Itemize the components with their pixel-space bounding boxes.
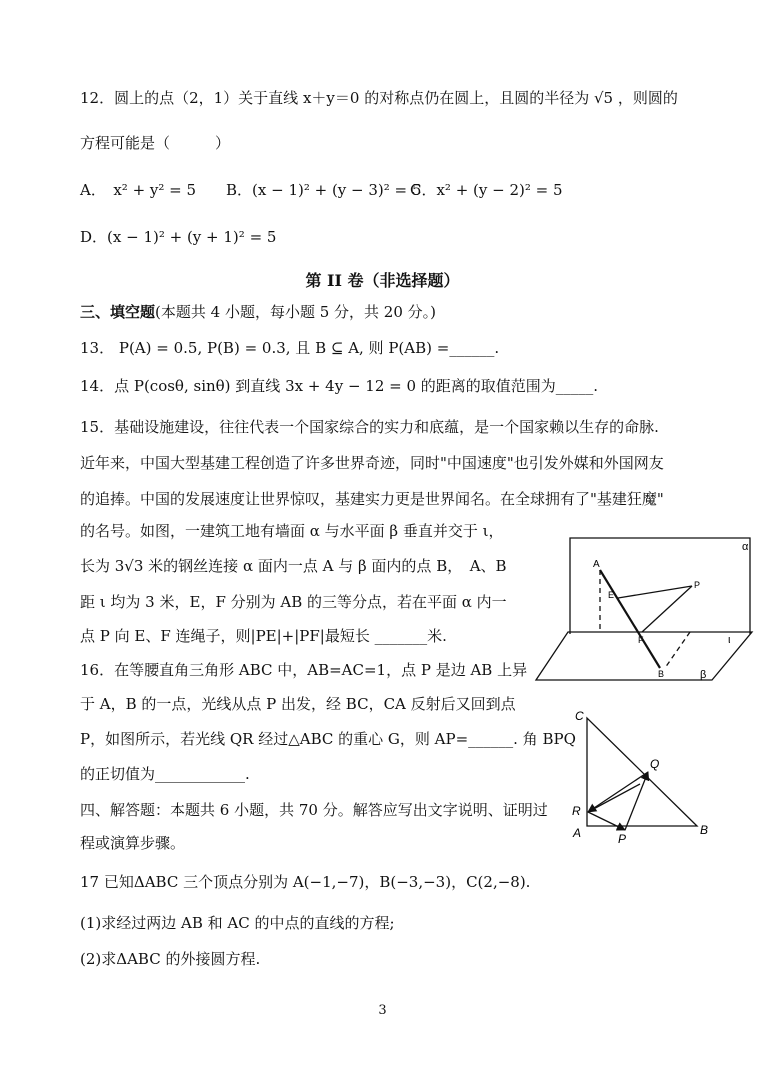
- fig1-label-F: F: [638, 635, 644, 645]
- section4-line2: 程或演算步骤。: [80, 834, 186, 852]
- q15-line6: 距 ι 均为 3 米，E，F 分别为 AB 的三等分点，若在平面 α 内一: [80, 593, 507, 611]
- q17-line3: (2)求ΔABC 的外接圆方程.: [80, 950, 261, 968]
- fig2-label-R: R: [572, 804, 581, 818]
- fig1-label-P: P: [694, 580, 701, 590]
- q17-line1: 17 已知ΔABC 三个顶点分别为 A(−1,−7)，B(−3,−3)，C(2,−8).: [80, 873, 531, 891]
- fig1-label-beta: β: [700, 669, 707, 681]
- fig2-label-P: P: [618, 832, 627, 846]
- q12-option-d: D．(x − 1)² + (y + 1)² = 5: [80, 228, 277, 246]
- fig2-label-A: A: [573, 826, 582, 840]
- section3-heading: 三、填空题: [80, 303, 156, 321]
- fig1-label-A: A: [593, 559, 600, 570]
- section4-line1: 四、解答题：本题共 6 小题，共 70 分。解答应写出文字说明、证明过: [80, 801, 548, 819]
- section3-note: (本题共 4 小题，每小题 5 分，共 20 分。): [155, 303, 437, 321]
- q14: 14．点 P(cosθ, sinθ) 到直线 3x + 4y − 12 = 0 的距离的取值范围为_____.: [80, 377, 599, 395]
- q12-option-a: A． x² + y² = 5: [80, 181, 197, 199]
- fig2-label-B: B: [700, 823, 709, 837]
- q16-line2: 于 A，B 的一点，光线从点 P 出发，经 BC，CA 反射后又回到点: [80, 695, 516, 713]
- fig2-label-C: C: [575, 709, 584, 723]
- q12-stem-line2: 方程可能是（ ）: [80, 134, 231, 152]
- q15-line4: 的名号。如图，一建筑工地有墙面 α 与水平面 β 垂直并交于 ι，: [80, 522, 504, 540]
- figure-triangle: [568, 702, 718, 852]
- fig1-label-E: E: [608, 590, 615, 600]
- fig1-label-l: ι: [728, 634, 731, 646]
- q17-line2: (1)求经过两边 AB 和 AC 的中点的直线的方程;: [80, 914, 395, 932]
- fig2-label-Q: Q: [650, 757, 660, 771]
- q15-line5: 长为 3√3 米的钢丝连接 α 面内一点 A 与 β 面内的点 B， A、B: [80, 557, 507, 575]
- q15-line3: 的追捧。中国的发展速度让世界惊叹，基建实力更是世界闻名。在全球拥有了"基建狂魔": [80, 490, 664, 508]
- q15-line1: 15．基础设施建设，往往代表一个国家综合的实力和底蕴，是一个国家赖以生存的命脉.: [80, 418, 659, 436]
- fig1-label-alpha: α: [742, 541, 749, 553]
- q12-option-c: C．x² + (y − 2)² = 5: [410, 181, 563, 199]
- part2-title: 第 II 卷（非选择题）: [305, 271, 460, 290]
- q15-line7: 点 P 向 E、F 连绳子，则|PE|+|PF|最短长 _______米.: [80, 627, 447, 645]
- page-number: 3: [378, 1003, 387, 1018]
- q12-option-b: B．(x − 1)² + (y − 3)² = 5: [226, 181, 422, 199]
- q16-line1: 16．在等腰直角三角形 ABC 中，AB=AC=1，点 P 是边 AB 上异: [80, 661, 528, 679]
- fig1-label-B: B: [658, 669, 665, 679]
- q16-line4: 的正切值为____________.: [80, 765, 250, 783]
- q16-line3: P，如图所示，若光线 QR 经过△ABC 的重心 G，则 AP=______. 角 BPQ: [80, 730, 576, 748]
- section3-header: [80, 302, 436, 322]
- q12-stem-line1: 12．圆上的点（2，1）关于直线 x＋y＝0 的对称点仍在圆上，且圆的半径为 √5 ，则圆的: [80, 89, 678, 107]
- q13: 13． P(A) = 0.5, P(B) = 0.3, 且 B ⊆ A, 则 P(AB) =______.: [80, 339, 500, 357]
- figure-planes: [530, 530, 760, 690]
- q15-line2: 近年来，中国大型基建工程创造了许多世界奇迹，同时"中国速度"也引发外媒和外国网友: [80, 454, 664, 472]
